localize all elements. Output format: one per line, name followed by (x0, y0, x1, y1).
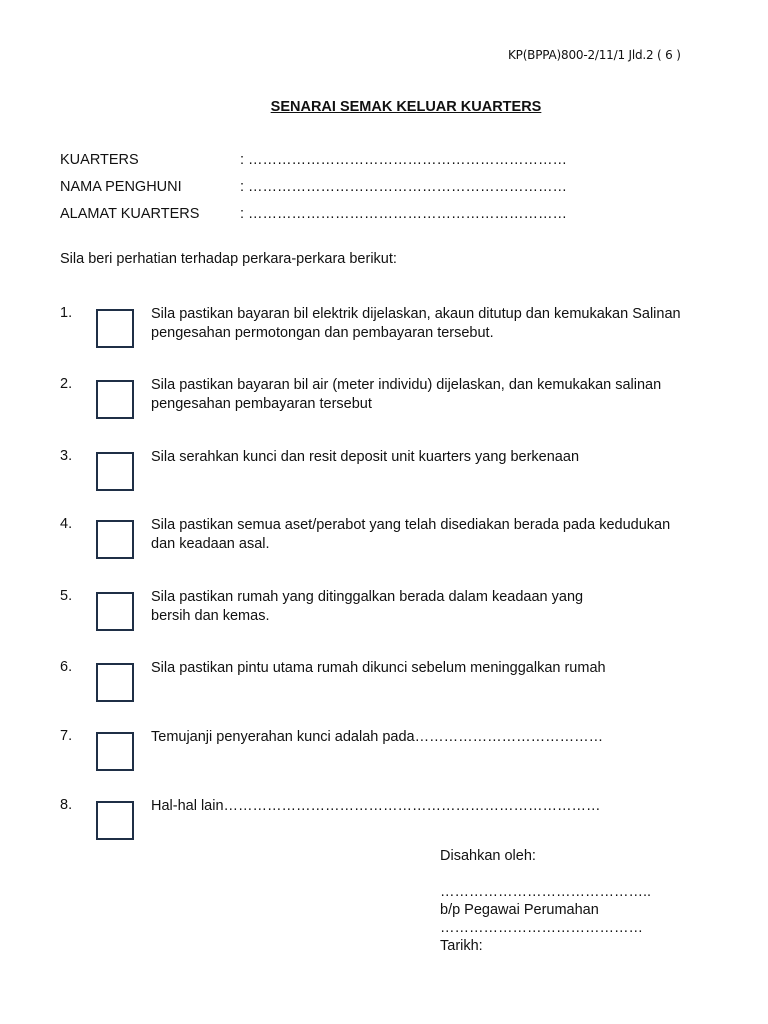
item-checkbox[interactable] (96, 452, 134, 491)
field-fill-line[interactable]: : ………………………………………………………… (240, 152, 568, 168)
item-checkbox[interactable] (96, 663, 134, 702)
field-fill-line[interactable]: : ………………………………………………………… (240, 179, 568, 195)
item-number: 3. (60, 448, 73, 464)
field-label: ALAMAT KUARTERS (60, 206, 200, 222)
item-checkbox[interactable] (96, 801, 134, 840)
checklist-item (60, 797, 720, 857)
reference-number: KP(BPPA)800-2/11/1 Jld.2 ( 6 ) (508, 48, 681, 62)
item-checkbox[interactable] (96, 380, 134, 419)
checklist-item (60, 305, 720, 365)
item-checkbox[interactable] (96, 732, 134, 771)
item-text: Sila serahkan kunci dan resit deposit unit kuarters yang berkenaan (151, 449, 580, 465)
item-number: 4. (60, 516, 73, 532)
checklist-item (60, 516, 720, 576)
signature-line[interactable]: …………………………………….. (440, 884, 652, 900)
date-line[interactable]: …………………………………… (440, 920, 643, 936)
checklist-item (60, 588, 720, 648)
item-text: Sila pastikan semua aset/perabot yang telah disediakan berada pada kedudukan dan keadaan asal. (151, 517, 671, 552)
checklist-item (60, 448, 720, 508)
page-title: SENARAI SEMAK KELUAR KUARTERS (270, 99, 542, 115)
checklist-item (60, 376, 720, 436)
item-number: 6. (60, 659, 73, 675)
item-text: Sila pastikan bayaran bil elektrik dijelaskan, akaun ditutup dan kemukakan Salinan pengesahan permotongan dan pembayaran tersebut. (151, 306, 681, 341)
item-text: Temujanji penyerahan kunci adalah pada………………………………… (151, 729, 604, 745)
officer-title: b/p Pegawai Perumahan (440, 902, 599, 918)
item-number: 2. (60, 376, 73, 392)
item-checkbox[interactable] (96, 592, 134, 631)
item-number: 1. (60, 305, 73, 321)
checklist-item (60, 728, 720, 788)
item-number: 5. (60, 588, 73, 604)
date-label: Tarikh: (440, 938, 483, 954)
item-text: Sila pastikan pintu utama rumah dikunci sebelum meninggalkan rumah (151, 660, 606, 676)
approved-by-label: Disahkan oleh: (440, 848, 536, 864)
item-text: Sila pastikan bayaran bil air (meter individu) dijelaskan, dan kemukakan salinan pengesahan pembayaran tersebut (151, 377, 662, 412)
checklist-item (60, 659, 720, 719)
item-text: Hal-hal lain…………………………………………………………………… (151, 798, 601, 814)
intro-text: Sila beri perhatian terhadap perkara-perkara berikut: (60, 251, 397, 267)
item-checkbox[interactable] (96, 309, 134, 348)
item-number: 7. (60, 728, 73, 744)
field-label: KUARTERS (60, 152, 139, 168)
item-number: 8. (60, 797, 73, 813)
field-fill-line[interactable]: : ………………………………………………………… (240, 206, 568, 222)
field-label: NAMA PENGHUNI (60, 179, 182, 195)
item-text: Sila pastikan rumah yang ditinggalkan berada dalam keadaan yang bersih dan kemas. (151, 589, 584, 624)
item-checkbox[interactable] (96, 520, 134, 559)
